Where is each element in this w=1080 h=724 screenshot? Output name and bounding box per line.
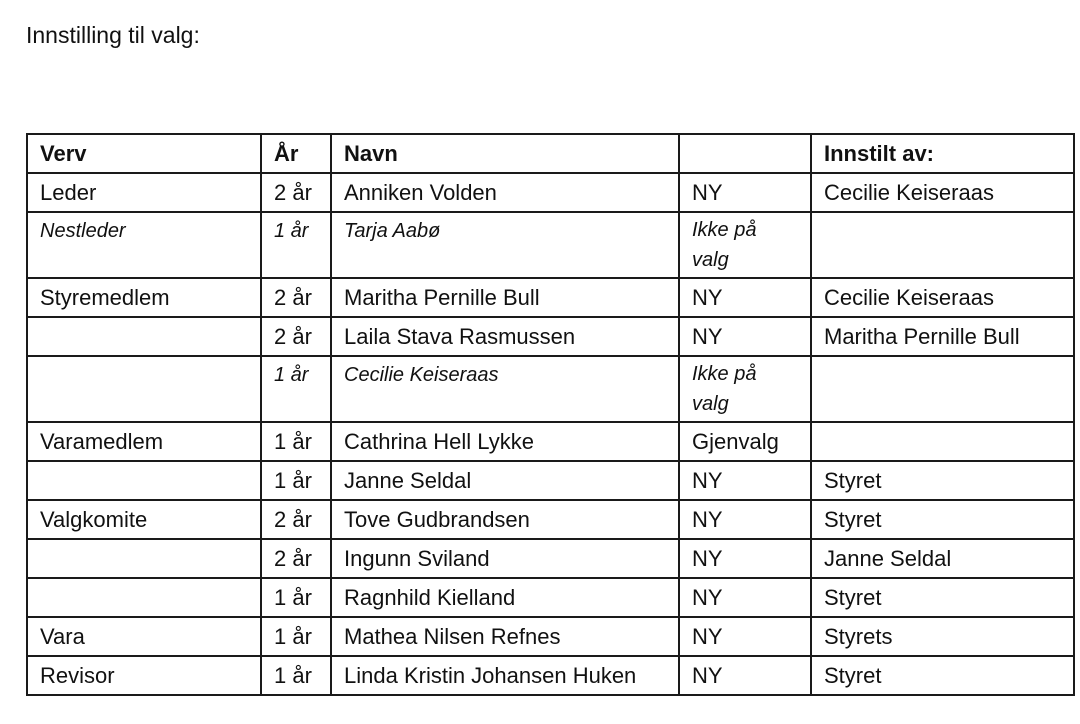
header-role: Verv: [27, 134, 261, 173]
cell-name: Cathrina Hell Lykke: [331, 422, 679, 461]
cell-status: Ikke på valg: [679, 356, 811, 422]
table-row: [27, 500, 1074, 539]
table-row: [27, 656, 1074, 695]
cell-status: NY: [679, 461, 811, 500]
cell-nominated-by: [811, 212, 1074, 278]
cell-nominated-by: Styrets: [811, 617, 1074, 656]
cell-status: NY: [679, 539, 811, 578]
cell-role: Varamedlem: [27, 422, 261, 461]
cell-name: Tarja Aabø: [331, 212, 679, 278]
header-name: Navn: [331, 134, 679, 173]
cell-name: Ragnhild Kielland: [331, 578, 679, 617]
table-row: [27, 173, 1074, 212]
cell-term: 1 år: [261, 617, 331, 656]
cell-nominated-by: Styret: [811, 656, 1074, 695]
cell-status: Gjenvalg: [679, 422, 811, 461]
cell-role: [27, 356, 261, 422]
table-body: [27, 173, 1074, 695]
cell-role: Leder: [27, 173, 261, 212]
table-row: [27, 461, 1074, 500]
cell-term: 1 år: [261, 461, 331, 500]
cell-role: Valgkomite: [27, 500, 261, 539]
cell-term: 1 år: [261, 356, 331, 422]
cell-name: Ingunn Sviland: [331, 539, 679, 578]
header-status: [679, 134, 811, 173]
cell-nominated-by: [811, 422, 1074, 461]
table-header-row: [27, 134, 1074, 173]
cell-name: Janne Seldal: [331, 461, 679, 500]
cell-name: Cecilie Keiseraas: [331, 356, 679, 422]
cell-role: Revisor: [27, 656, 261, 695]
cell-nominated-by: Janne Seldal: [811, 539, 1074, 578]
cell-term: 2 år: [261, 539, 331, 578]
cell-nominated-by: Cecilie Keiseraas: [811, 278, 1074, 317]
cell-name: Linda Kristin Johansen Huken: [331, 656, 679, 695]
cell-term: 1 år: [261, 422, 331, 461]
cell-term: 1 år: [261, 656, 331, 695]
cell-term: 2 år: [261, 500, 331, 539]
table-row: [27, 212, 1074, 278]
table-row: [27, 539, 1074, 578]
cell-status: NY: [679, 278, 811, 317]
nomination-table: [26, 133, 1075, 696]
cell-status: NY: [679, 617, 811, 656]
page-heading: Innstilling til valg:: [26, 22, 200, 48]
cell-status: NY: [679, 317, 811, 356]
header-nominated-by: Innstilt av:: [811, 134, 1074, 173]
cell-role: Nestleder: [27, 212, 261, 278]
table-row: [27, 422, 1074, 461]
cell-nominated-by: Maritha Pernille Bull: [811, 317, 1074, 356]
table-row: [27, 278, 1074, 317]
cell-role: Vara: [27, 617, 261, 656]
cell-name: Mathea Nilsen Refnes: [331, 617, 679, 656]
cell-status: NY: [679, 500, 811, 539]
table-row: [27, 356, 1074, 422]
header-term: År: [261, 134, 331, 173]
cell-status: NY: [679, 578, 811, 617]
cell-term: 1 år: [261, 578, 331, 617]
cell-role: [27, 317, 261, 356]
cell-term: 2 år: [261, 173, 331, 212]
cell-role: Styremedlem: [27, 278, 261, 317]
cell-status: NY: [679, 656, 811, 695]
cell-term: 1 år: [261, 212, 331, 278]
cell-nominated-by: Cecilie Keiseraas: [811, 173, 1074, 212]
cell-status: Ikke på valg: [679, 212, 811, 278]
cell-nominated-by: Styret: [811, 461, 1074, 500]
cell-role: [27, 539, 261, 578]
table-row: [27, 578, 1074, 617]
cell-name: Tove Gudbrandsen: [331, 500, 679, 539]
table-row: [27, 317, 1074, 356]
cell-term: 2 år: [261, 278, 331, 317]
cell-name: Anniken Volden: [331, 173, 679, 212]
cell-status: NY: [679, 173, 811, 212]
table-row: [27, 617, 1074, 656]
cell-term: 2 år: [261, 317, 331, 356]
cell-nominated-by: [811, 356, 1074, 422]
cell-name: Laila Stava Rasmussen: [331, 317, 679, 356]
cell-name: Maritha Pernille Bull: [331, 278, 679, 317]
cell-role: [27, 461, 261, 500]
cell-nominated-by: Styret: [811, 500, 1074, 539]
cell-role: [27, 578, 261, 617]
cell-nominated-by: Styret: [811, 578, 1074, 617]
